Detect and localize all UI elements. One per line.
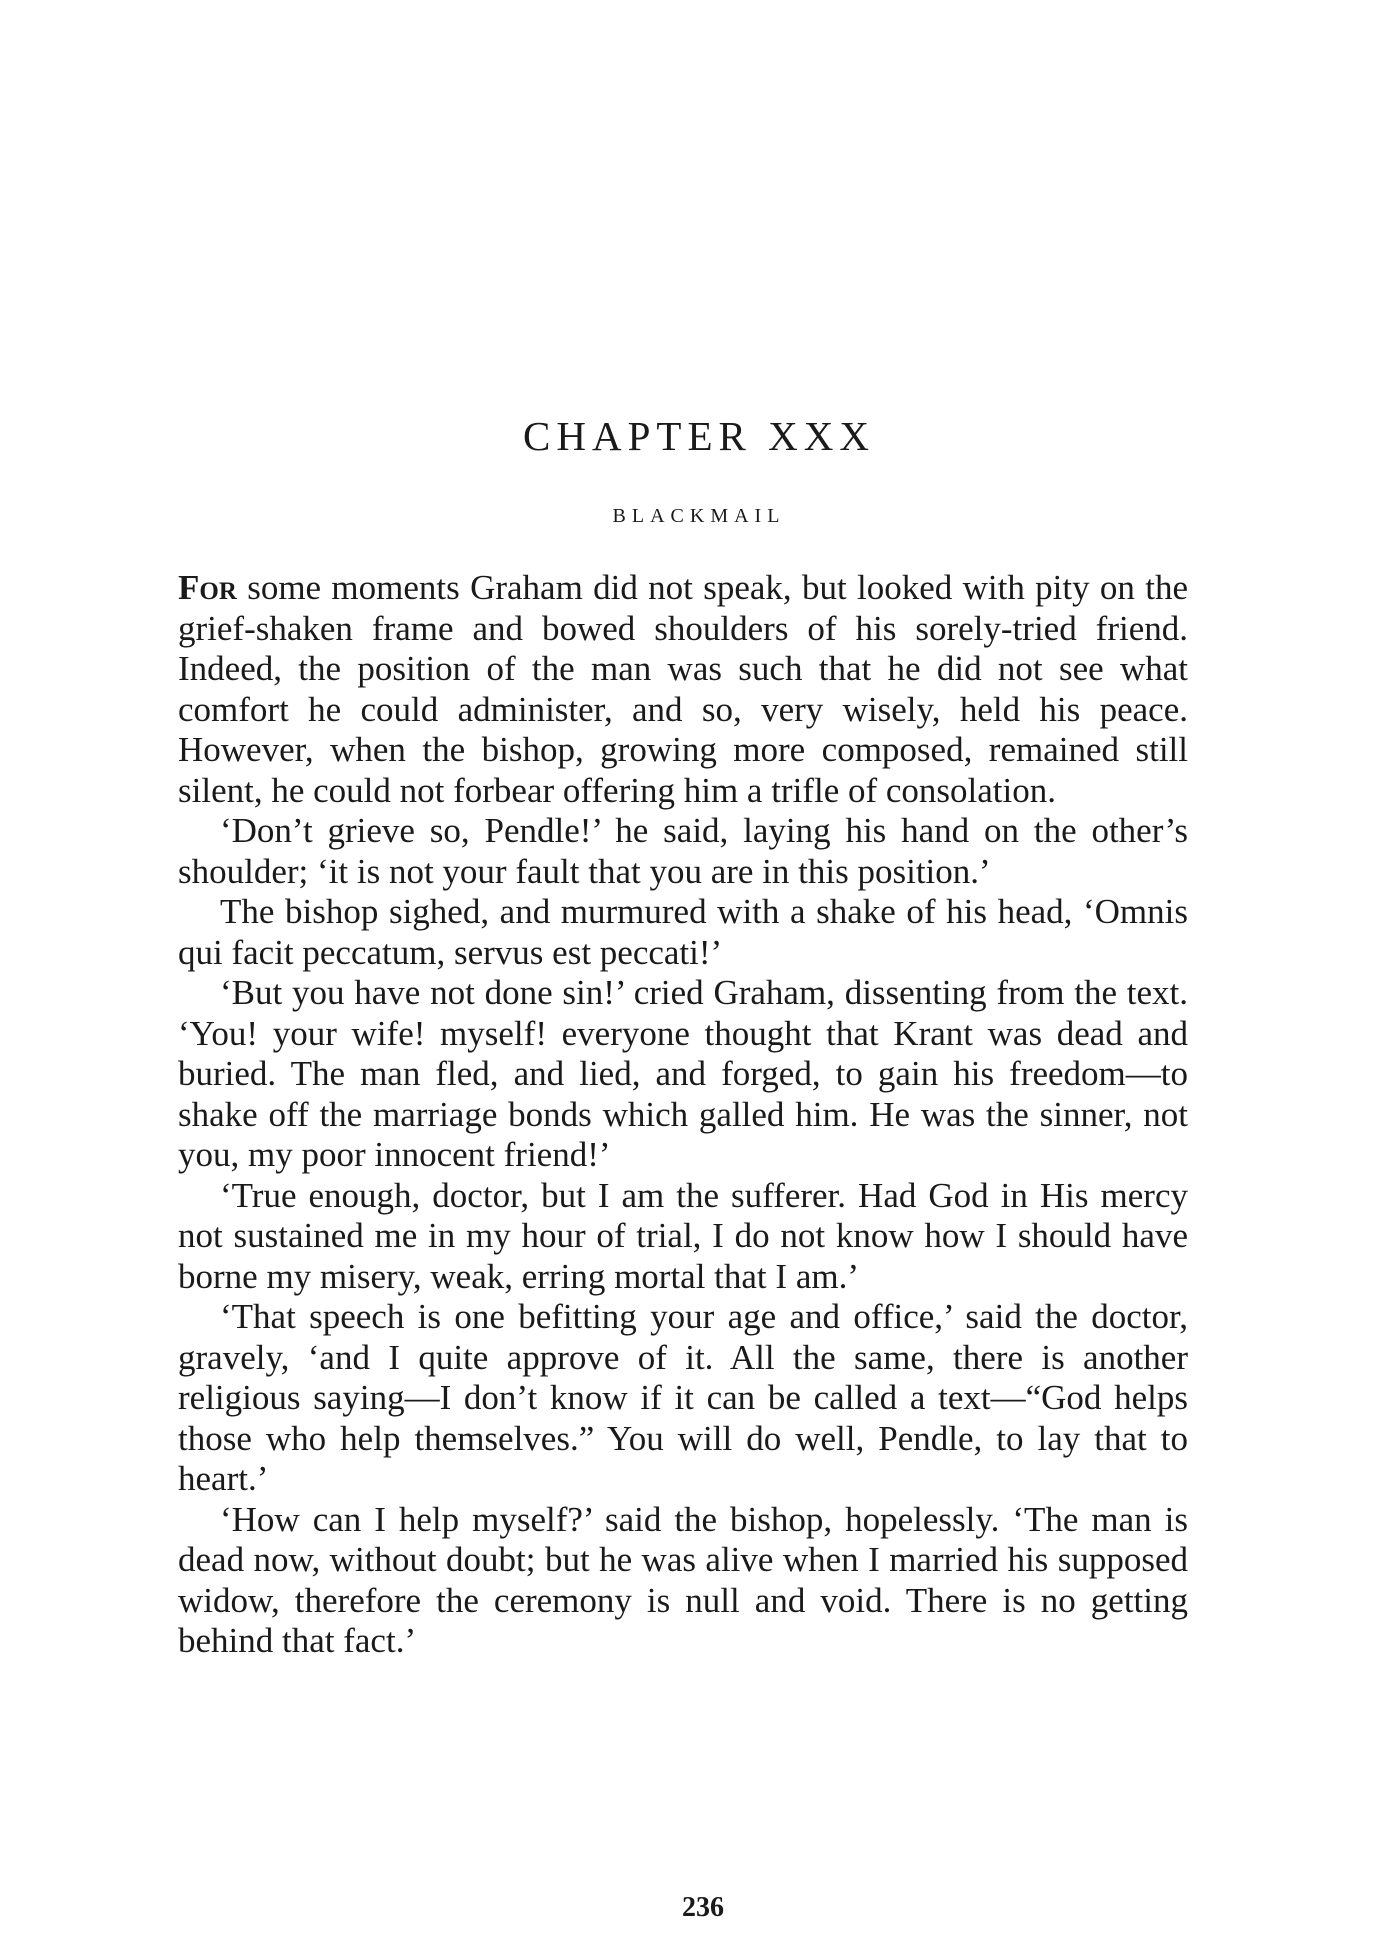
paragraph-5: ‘True enough, doctor, but I am the sufferer. Had God in His mercy not sustained me in my hour of trial, I do not know how I should have borne my misery, weak, erring mortal that I am.’ bbox=[178, 1175, 1188, 1296]
chapter-body bbox=[178, 568, 1188, 1662]
paragraph-6: ‘That speech is one befitting your age and office,’ said the doctor, gravely, ‘and I quite approve of it. All the same, there is another religious saying—I don’t know if it can be called a text—“God helps those who help themselves.” You will do well, Pendle, to lay that to heart.’ bbox=[178, 1297, 1188, 1498]
drop-lead-word: For bbox=[178, 568, 237, 607]
chapter-subtitle: BLACKMAIL bbox=[612, 505, 786, 527]
paragraph-7: ‘How can I help myself?’ said the bishop, hopelessly. ‘The man is dead now, without doubt; but he was alive when I married his supposed widow, therefore the ceremony is null and void. There is no getting behind that fact.’ bbox=[178, 1499, 1188, 1660]
paragraph-3: The bishop sighed, and murmured with a shake of his head, ‘Omnis qui facit peccatum, servus est peccati!’ bbox=[178, 892, 1188, 972]
chapter-title: CHAPTER XXX bbox=[523, 413, 875, 459]
paragraph-1 bbox=[178, 568, 1188, 811]
paragraph-text: some moments Graham did not speak, but looked with pity on the grief-shaken frame and bowed shoulders of his sorely-tried friend. Indeed, the position of the man was such that he did not see what comfort he could administer, and so, very wisely, held his peace. However, when the bishop, growing more composed, remained still silent, he could not forbear offering him a trifle of consolation. bbox=[178, 568, 1188, 810]
paragraph-4: ‘But you have not done sin!’ cried Graham, dissenting from the text. ‘You! your wife! myself! everyone thought that Krant was dead and buried. The man fled, and lied, and forged, to gain his freedom—to shake off the marriage bonds which galled him. He was the sinner, not you, my poor innocent friend!’ bbox=[178, 973, 1188, 1174]
page-number: 236 bbox=[682, 1892, 724, 1923]
paragraph-2: ‘Don’t grieve so, Pendle!’ he said, laying his hand on the other’s shoulder; ‘it is not your fault that you are in this position.’ bbox=[178, 811, 1188, 891]
